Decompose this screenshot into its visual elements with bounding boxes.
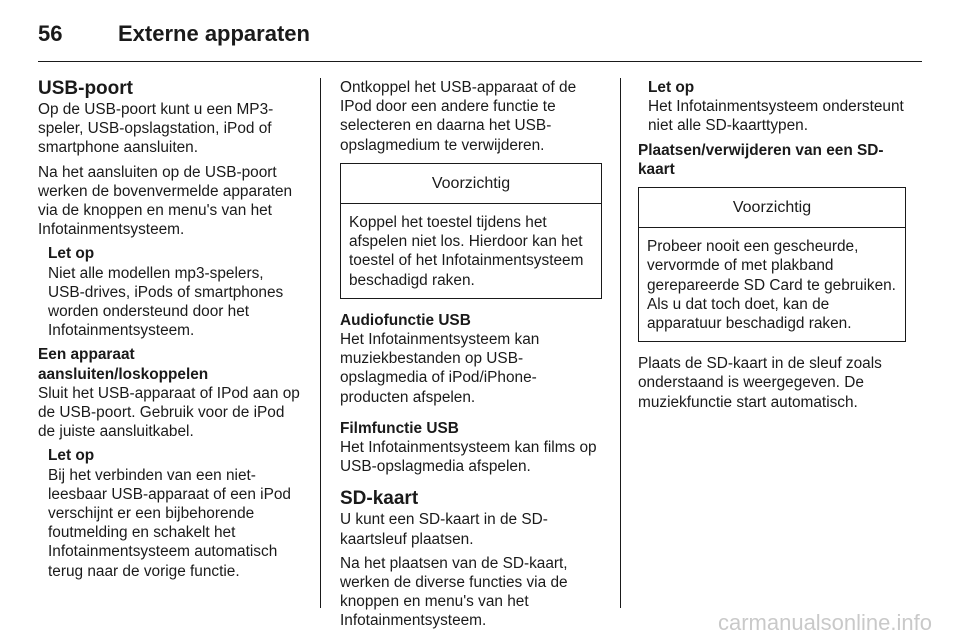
paragraph: Het Infotainmentsysteem kan muziekbestanden op USB-opslagmedia of iPod/iPhone-producten afspelen.: [340, 331, 540, 406]
paragraph: Het Infotainmentsysteem kan films op USB-opslagmedia afspelen.: [340, 439, 597, 476]
section-heading-sd: SD-kaart: [340, 488, 419, 510]
note-label: Let op: [48, 447, 95, 465]
subheading-connect: Een apparaat aansluiten/loskoppelen: [38, 346, 209, 383]
note-label: Let op: [648, 79, 695, 96]
note-text: Het Infotainmentsysteem ondersteunt niet alle SD-kaarttypen.: [648, 98, 904, 135]
caution-title: Voorzichtig: [639, 188, 905, 228]
column-1: [38, 78, 304, 586]
paragraph: Ontkoppel het USB-apparaat of de IPod door een andere functie te selecteren en daarna het USB-opslagmedium te verwijderen.: [340, 79, 577, 154]
caution-text: Koppel het toestel tijdens het afspelen niet los. Hierdoor kan het toestel of het Infotainmentsysteem beschadigd raken.: [349, 214, 584, 289]
watermark: carmanualsonline.info: [717, 610, 932, 635]
subheading-audio: Audiofunctie USB: [340, 311, 471, 329]
note-label: Let op: [48, 245, 95, 263]
paragraph: Op de USB-poort kunt u een MP3-speler, USB-opslagstation, iPod of smartphone aansluiten.: [38, 101, 274, 157]
column-2: [340, 78, 602, 636]
paragraph: Sluit het USB-apparaat of IPod aan op de USB-poort. Gebruik voor de iPod de juiste aansluitkabel.: [38, 384, 300, 441]
caution-title: Voorzichtig: [341, 164, 601, 204]
page-title: Externe apparaten: [118, 21, 310, 46]
paragraph: Plaats de SD-kaart in de sleuf zoals onderstaand is weergegeven. De muziekfunctie start automatisch.: [638, 355, 882, 411]
paragraph: Na het plaatsen van de SD-kaart, werken de diverse functies via de knoppen en menu's van het Infotainmentsysteem.: [340, 554, 568, 630]
note-box: [38, 446, 304, 580]
subheading-sd-insert: Plaatsen/verwijderen van een SD-kaart: [638, 141, 884, 178]
caution-box: [638, 187, 906, 342]
note-text: Niet alle modellen mp3-spelers, USB-drives, iPods of smartphones worden ondersteund door het Infotainmentsysteem.: [48, 264, 284, 340]
note-text: Bij het verbinden van een niet-leesbaar USB-apparaat of een iPod verschijnt er een bijbehorende foutmelding en schakelt het Infotainmentsysteem automatisch terug naar de vorige functie.: [48, 466, 291, 580]
column-divider-1: [320, 78, 321, 608]
paragraph: Na het aansluiten op de USB-poort werken de bovenvermelde apparaten via de knoppen en menu's van het Infotainmentsysteem.: [38, 163, 293, 239]
column-3: [638, 78, 906, 417]
note-box: [38, 244, 304, 340]
page-header: [38, 14, 310, 54]
subheading-film: Filmfunctie USB: [340, 419, 459, 437]
column-divider-2: [620, 78, 621, 608]
page-number: 56: [38, 21, 63, 46]
caution-box: [340, 163, 602, 299]
section-heading-usb: USB-poort: [38, 78, 133, 99]
note-box: [638, 78, 906, 136]
caution-text: Probeer nooit een gescheurde, vervormde of met plakband gerepareerde SD Card te gebruiken. Als u dat toch doet, kan de apparatuur beschadigd raken.: [647, 238, 896, 333]
header-divider: [38, 61, 922, 62]
paragraph: U kunt een SD-kaart in de SD-kaartsleuf plaatsen.: [340, 511, 548, 548]
